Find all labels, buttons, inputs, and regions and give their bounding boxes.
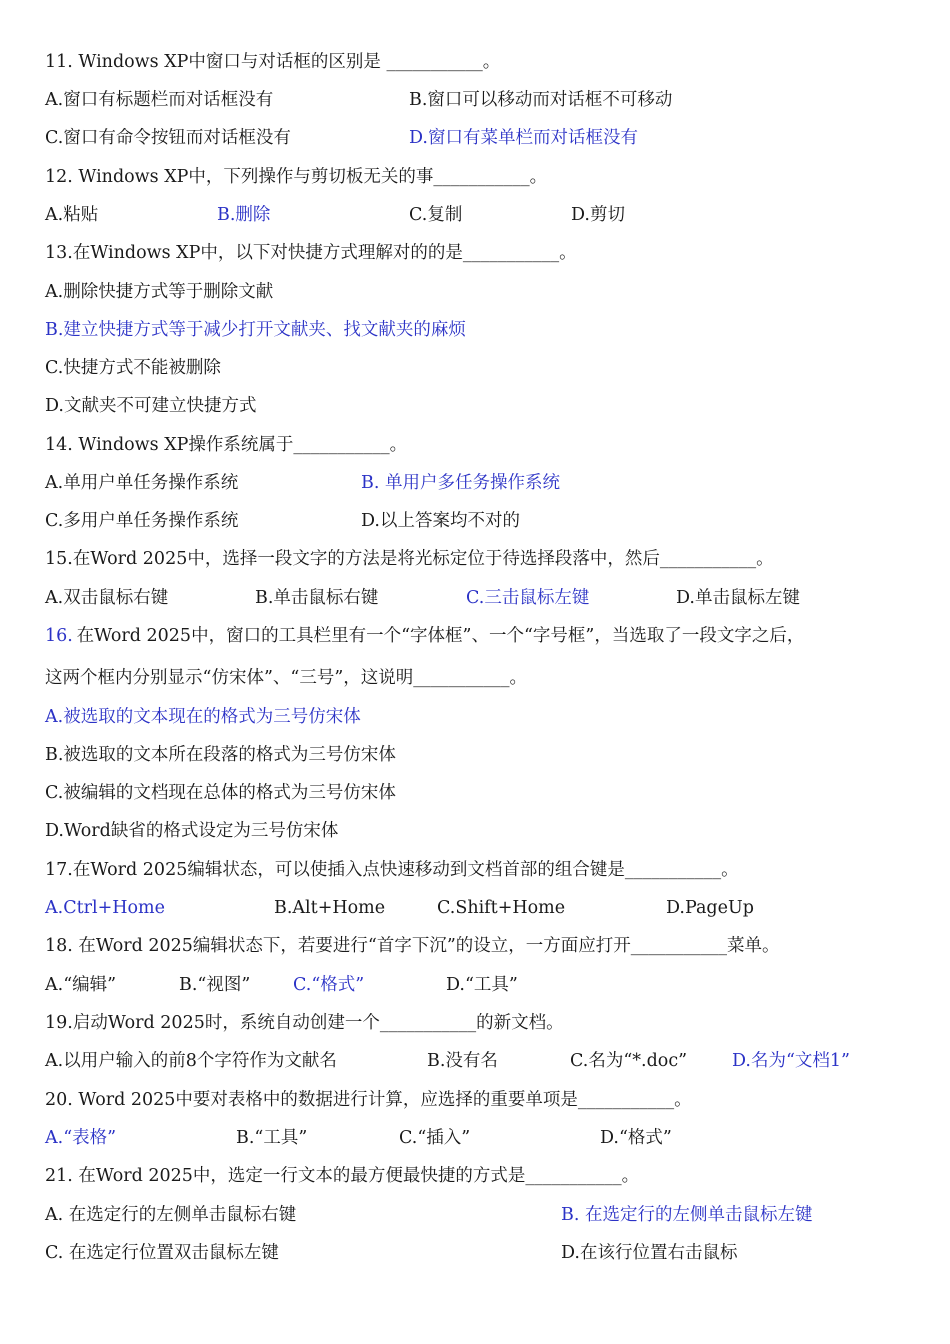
option-d: D.PageUp xyxy=(666,898,754,918)
option-a-answer: A.“表格” xyxy=(45,1128,117,1148)
option-d: D.Word缺省的格式设定为三号仿宋体 xyxy=(45,821,339,841)
option-d: D.剪切 xyxy=(571,205,625,225)
option-a: A.删除快捷方式等于删除文献 xyxy=(45,282,274,302)
question-stem: 13.在Windows XP中，以下对快捷方式理解对的的是___________。 xyxy=(45,243,577,263)
option-b-answer: B. 单用户多任务操作系统 xyxy=(361,473,560,493)
option-d: D.以上答案均不对的 xyxy=(361,511,520,531)
option-b: B.Alt+Home xyxy=(274,898,386,918)
question-stem: 21. 在Word 2025中，选定一行文本的最方便最快捷的方式是___________。 xyxy=(45,1166,640,1186)
option-b: B.窗口可以移动而对话框不可移动 xyxy=(409,90,673,110)
option-a-answer: A.Ctrl+Home xyxy=(45,898,165,918)
option-b: B.没有名 xyxy=(427,1051,498,1071)
option-a: A.单用户单任务操作系统 xyxy=(45,473,239,493)
option-a: A.窗口有标题栏而对话框没有 xyxy=(45,90,274,110)
question-stem: 11. Windows XP中窗口与对话框的区别是 ___________。 xyxy=(45,52,501,72)
question-stem: 14. Windows XP操作系统属于___________。 xyxy=(45,435,408,455)
option-d: D.“格式” xyxy=(600,1128,672,1148)
option-d-answer: D.窗口有菜单栏而对话框没有 xyxy=(409,128,638,148)
question-stem: 20. Word 2025中要对表格中的数据进行计算，应选择的重要单项是___________。 xyxy=(45,1090,692,1110)
option-b: B.单击鼠标右键 xyxy=(255,588,379,608)
option-a: A.粘贴 xyxy=(45,205,99,225)
option-b: B.“工具” xyxy=(236,1128,308,1148)
option-b-answer: B.删除 xyxy=(217,205,271,225)
option-c-answer: C.“格式” xyxy=(293,975,365,995)
option-c: C.快捷方式不能被删除 xyxy=(45,358,221,378)
question-stem: 15.在Word 2025中，选择一段文字的方法是将光标定位于待选择段落中，然后___________。 xyxy=(45,549,774,569)
option-c: C.多用户单任务操作系统 xyxy=(45,511,239,531)
option-a: A.以用户输入的前8个字符作为文献名 xyxy=(45,1051,337,1071)
question-stem-continued: 这两个框内分别显示“仿宋体”、“三号”，这说明___________。 xyxy=(45,668,528,688)
option-b-answer: B. 在选定行的左侧单击鼠标左键 xyxy=(561,1205,813,1225)
option-c: C.“插入” xyxy=(399,1128,471,1148)
option-c: C.名为“*.doc” xyxy=(570,1051,688,1071)
option-b-answer: B.建立快捷方式等于减少打开文献夹、找文献夹的麻烦 xyxy=(45,320,466,340)
option-d: D.在该行位置右击鼠标 xyxy=(561,1243,738,1263)
option-b: B.被选取的文本所在段落的格式为三号仿宋体 xyxy=(45,745,396,765)
option-a-answer: A.被选取的文本现在的格式为三号仿宋体 xyxy=(45,707,361,727)
question-number: 16. xyxy=(45,626,73,646)
option-d: D.文献夹不可建立快捷方式 xyxy=(45,396,257,416)
option-c: C.Shift+Home xyxy=(437,898,566,918)
option-d: D.“工具” xyxy=(446,975,518,995)
option-a: A. 在选定行的左侧单击鼠标右键 xyxy=(45,1205,297,1225)
question-stem: 19.启动Word 2025时，系统自动创建一个___________的新文档。 xyxy=(45,1013,564,1033)
option-b: B.“视图” xyxy=(179,975,251,995)
question-stem: 在Word 2025中，窗口的工具栏里有一个“字体框”、一个“字号框”，当选取了一段文字之后， xyxy=(71,626,805,646)
option-d-answer: D.名为“文档1” xyxy=(732,1051,850,1071)
option-a: A.双击鼠标右键 xyxy=(45,588,169,608)
option-c: C.窗口有命令按钮而对话框没有 xyxy=(45,128,291,148)
option-d: D.单击鼠标左键 xyxy=(676,588,800,608)
option-a: A.“编辑” xyxy=(45,975,117,995)
option-c: C.复制 xyxy=(409,205,463,225)
question-stem: 12. Windows XP中，下列操作与剪切板无关的事___________。 xyxy=(45,167,548,187)
option-c-answer: C.三击鼠标左键 xyxy=(466,588,590,608)
option-c: C. 在选定行位置双击鼠标左键 xyxy=(45,1243,279,1263)
question-stem: 17.在Word 2025编辑状态，可以使插入点快速移动到文档首部的组合键是___________。 xyxy=(45,860,739,880)
question-stem: 18. 在Word 2025编辑状态下，若要进行“首字下沉”的设立，一方面应打开___________菜单。 xyxy=(45,936,780,956)
option-c: C.被编辑的文档现在总体的格式为三号仿宋体 xyxy=(45,783,396,803)
